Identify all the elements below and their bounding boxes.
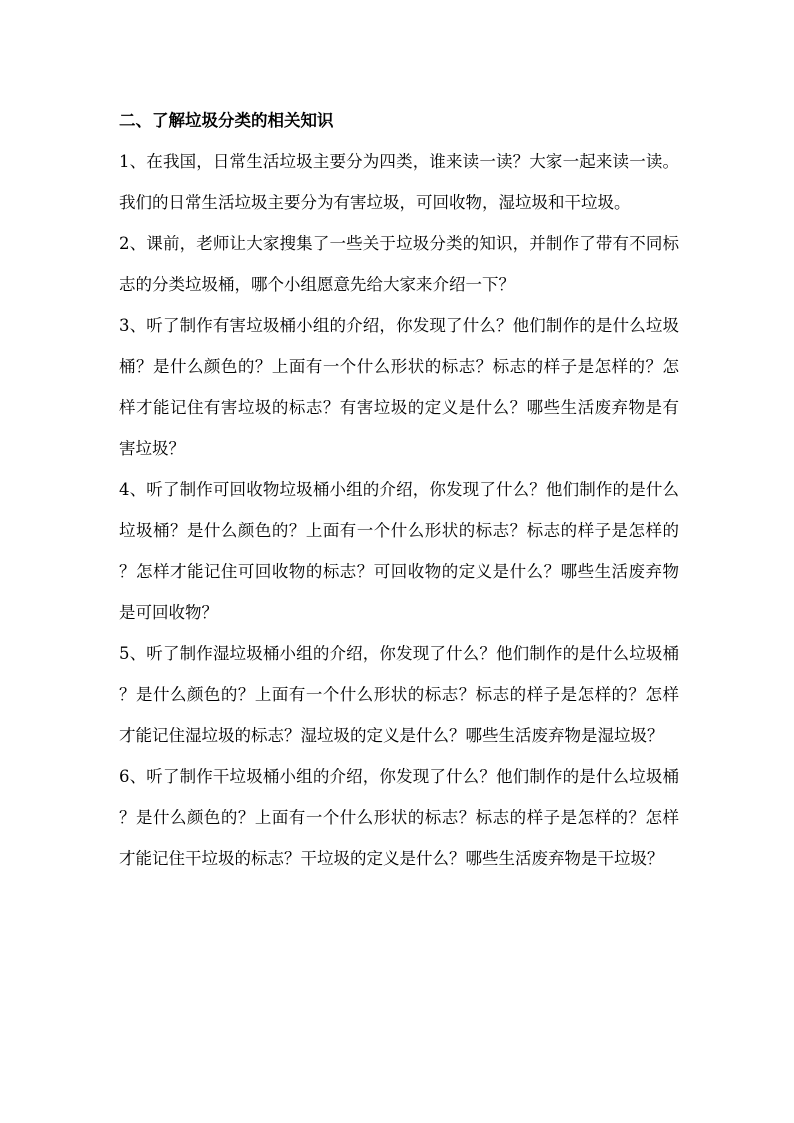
paragraph-6: 6、听了制作干垃圾桶小组的介绍，你发现了什么？他们制作的是什么垃圾桶？是什么颜色的？上面有一个什么形状的标志？标志的样子是怎样的？怎样才能记住干垃圾的标志？干垃圾的定义是什么？哪些生活废弃物是干垃圾？ xyxy=(119,767,679,868)
paragraph-3: 3、听了制作有害垃圾桶小组的介绍，你发现了什么？他们制作的是什么垃圾桶？是什么颜色的？上面有一个什么形状的标志？标志的样子是怎样的？怎样才能记住有害垃圾的标志？有害垃圾的定义是什么？哪些生活废弃物是有害垃圾？ xyxy=(119,316,679,458)
paragraph-5: 5、听了制作湿垃圾桶小组的介绍，你发现了什么？他们制作的是什么垃圾桶？是什么颜色的？上面有一个什么形状的标志？标志的样子是怎样的？怎样才能记住湿垃圾的标志？湿垃圾的定义是什么？哪些生活废弃物是湿垃圾？ xyxy=(119,644,679,745)
paragraph-1: 1、在我国，日常生活垃圾主要分为四类，谁来读一读？大家一起来读一读。我们的日常生活垃圾主要分为有害垃圾，可回收物，湿垃圾和干垃圾。 xyxy=(119,152,679,212)
paragraph-2: 2、课前，老师让大家搜集了一些关于垃圾分类的知识，并制作了带有不同标志的分类垃圾桶，哪个小组愿意先给大家来介绍一下？ xyxy=(119,234,679,294)
paragraph-4: 4、听了制作可回收物垃圾桶小组的介绍，你发现了什么？他们制作的是什么垃圾桶？是什么颜色的？上面有一个什么形状的标志？标志的样子是怎样的？怎样才能记住可回收物的标志？可回收物的定义是什么？哪些生活废弃物是可回收物？ xyxy=(119,480,679,622)
section-heading: 二、了解垃圾分类的相关知识 xyxy=(119,111,334,130)
document-body xyxy=(119,100,679,879)
